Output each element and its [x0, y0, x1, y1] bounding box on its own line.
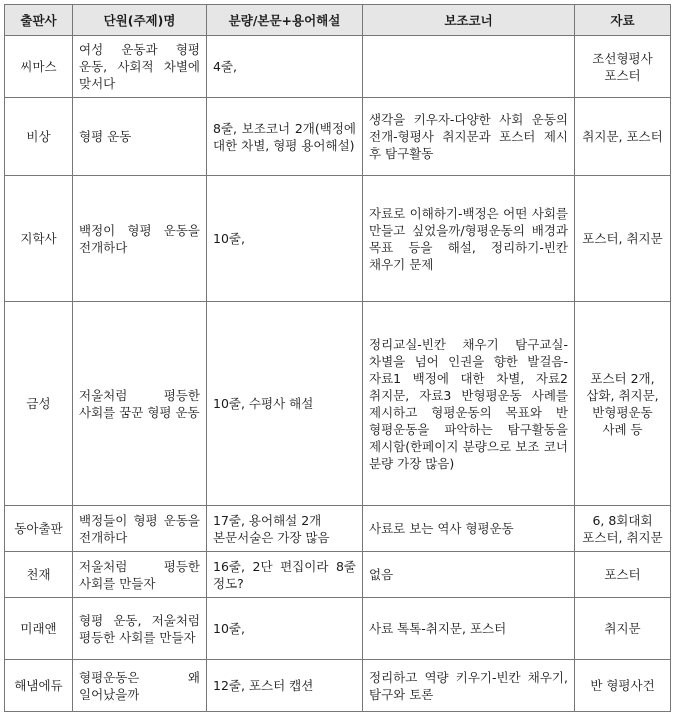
amount-cell: 17줄, 용어해설 2개 본문서술은 가장 많음	[207, 506, 363, 552]
amount-cell: 4줄,	[207, 36, 363, 98]
corner-cell	[363, 36, 575, 98]
publisher-cell: 금성	[5, 302, 73, 506]
unit-cell: 형평운동은 왜 일어났을까	[73, 660, 207, 712]
table-row	[5, 98, 671, 176]
corner-cell: 사료 톡톡-취지문, 포스터	[363, 598, 575, 660]
table-row	[5, 176, 671, 302]
corner-cell: 정리하고 역량 키우기-빈칸 채우기, 탐구와 토론	[363, 660, 575, 712]
publisher-cell: 천재	[5, 552, 73, 598]
material-cell: 6, 8회대회 포스터, 취지문	[575, 506, 671, 552]
unit-cell: 형평 운동, 저울처럼 평등한 사회를 만들자	[73, 598, 207, 660]
material-cell: 취지문	[575, 598, 671, 660]
material-cell: 조선형평사 포스터	[575, 36, 671, 98]
corner-cell: 정리교실-빈칸 채우기 탐구교실-차별을 넘어 인권을 향한 발걸음- 자료1 백정에 대한 차별, 자료2 취지문, 자료3 반형평운동 사례를 제시하고 형평운동의 목표와 반 형평운동을 파악하는 탐구활동을 제시함(한페이지 분량으로 보조 코너 분량 가장 많음)	[363, 302, 575, 506]
corner-cell: 생각을 키우자-다양한 사회 운동의 전개-형평사 취지문과 포스터 제시 후 탐구활동	[363, 98, 575, 176]
amount-cell: 8줄, 보조코너 2개(백정에 대한 차별, 형평 용어해설)	[207, 98, 363, 176]
corner-cell: 사료로 보는 역사 형평운동	[363, 506, 575, 552]
publisher-cell: 해냄에듀	[5, 660, 73, 712]
unit-cell: 저울처럼 평등한 사회를 꿈꾼 형평 운동	[73, 302, 207, 506]
publisher-cell: 미래앤	[5, 598, 73, 660]
amount-cell: 10줄,	[207, 598, 363, 660]
publisher-cell: 지학사	[5, 176, 73, 302]
unit-cell: 저울처럼 평등한 사회를 만들자	[73, 552, 207, 598]
material-cell: 포스터 2개, 삽화, 취지문, 반형평운동 사례 등	[575, 302, 671, 506]
amount-cell: 12줄, 포스터 캡션	[207, 660, 363, 712]
material-cell: 포스터, 취지문	[575, 176, 671, 302]
material-cell: 포스터	[575, 552, 671, 598]
header-unit: 단원(주제)명	[73, 5, 207, 36]
material-cell: 취지문, 포스터	[575, 98, 671, 176]
publisher-cell: 비상	[5, 98, 73, 176]
publisher-cell: 씨마스	[5, 36, 73, 98]
corner-cell: 자료로 이해하기-백정은 어떤 사회를 만들고 싶었을까/형평운동의 배경과 목표 등을 해설, 정리하기-빈칸 채우기 문제	[363, 176, 575, 302]
header-amount: 분량/본문+용어해설	[207, 5, 363, 36]
corner-cell: 없음	[363, 552, 575, 598]
table-row	[5, 552, 671, 598]
header-publisher: 출판사	[5, 5, 73, 36]
amount-cell: 10줄, 수평사 해설	[207, 302, 363, 506]
header-row	[5, 5, 671, 36]
table-row	[5, 598, 671, 660]
unit-cell: 여성 운동과 형평 운동, 사회적 차별에 맞서다	[73, 36, 207, 98]
header-material: 자료	[575, 5, 671, 36]
table-row	[5, 302, 671, 506]
unit-cell: 형평 운동	[73, 98, 207, 176]
publisher-cell: 동아출판	[5, 506, 73, 552]
table-row	[5, 660, 671, 712]
material-cell: 반 형평사건	[575, 660, 671, 712]
table-row	[5, 36, 671, 98]
amount-cell: 16줄, 2단 편집이라 8줄 정도?	[207, 552, 363, 598]
header-corner: 보조코너	[363, 5, 575, 36]
amount-cell: 10줄,	[207, 176, 363, 302]
unit-cell: 백정이 형평 운동을 전개하다	[73, 176, 207, 302]
textbook-comparison-table	[4, 4, 671, 712]
unit-cell: 백정들이 형평 운동을 전개하다	[73, 506, 207, 552]
table-row	[5, 506, 671, 552]
